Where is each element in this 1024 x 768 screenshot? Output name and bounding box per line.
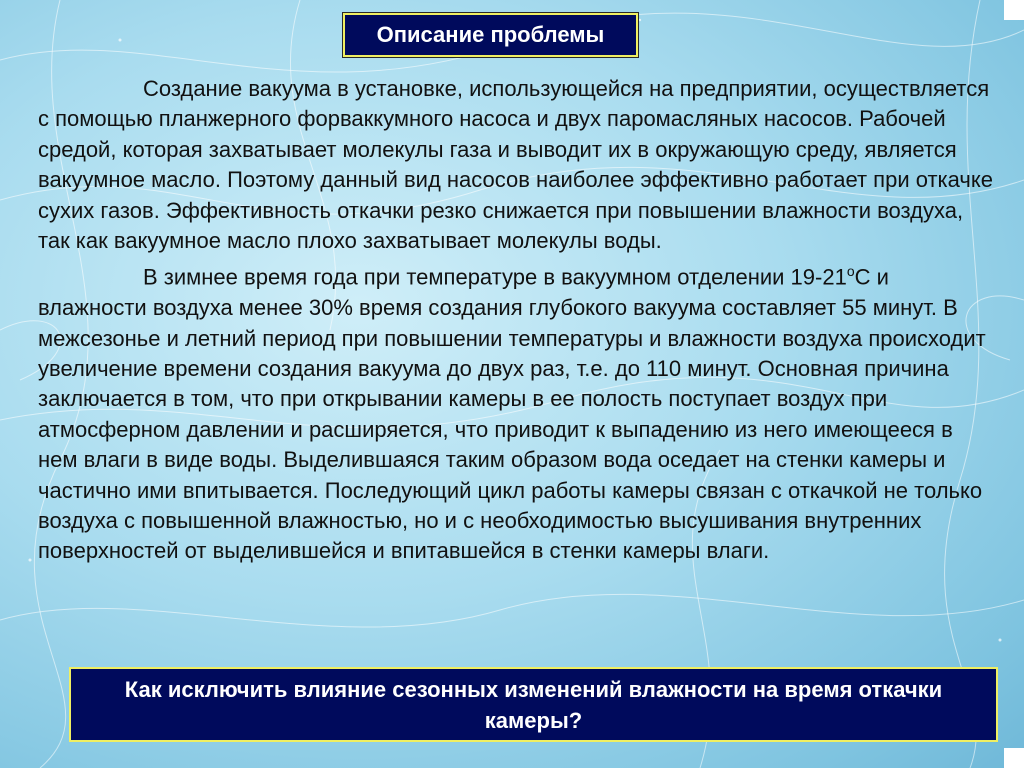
problem-description [38, 74, 993, 567]
degree-symbol: о [846, 263, 855, 280]
paragraph-2-start: В зимнее время года при температуре в вакуумном отделении 19-21 [143, 264, 847, 290]
paragraph-2-rest: С и влажности воздуха менее 30% время создания глубокого вакуума составляет 55 минут. В межсезонье и летний период при повышении температуры и влажности воздуха происходит увеличение времени создания вакуума до двух раз, т.е. до 110 минут. Основная причина заключается в том, что при открывании камеры в ее полость поступает воздух при атмосферном давлении и расширяется, что приводит к выпадению из него имеющееся в нем влаги в виде воды. Выделившаяся таким образом вода оседает на стенки камеры и частично ими впитывается. Последующий цикл работы камеры связан с откачкой не только воздуха с повышенной влажностью, но и с необходимостью высушивания внутренних поверхностей от выделившейся и впитавшейся в стенки камеры влаги. [38, 264, 986, 564]
bottom-right-corner-mark [1004, 748, 1024, 768]
paragraph-2 [38, 256, 993, 566]
question-box [69, 667, 998, 742]
paragraph-1: Создание вакуума в установке, использующейся на предприятии, осуществляется с помощью планжерного форваккумного насоса и двух паромасляных насосов. Рабочей средой, которая захватывает молекулы газа и выводит их в окружающую среду, является вакуумное масло. Поэтому данный вид насосов наиболее эффективно работает при откачке сухих газов. Эффективность откачки резко снижается при повышении влажности воздуха, так как вакуумное масло плохо захватывает молекулы воды. [38, 76, 993, 254]
top-right-corner-mark [1004, 0, 1024, 20]
title-box [343, 13, 638, 57]
slide-title: Описание проблемы [376, 22, 605, 47]
question-text: Как исключить влияние сезонных изменений влажности на время откачки камеры? [124, 676, 943, 733]
